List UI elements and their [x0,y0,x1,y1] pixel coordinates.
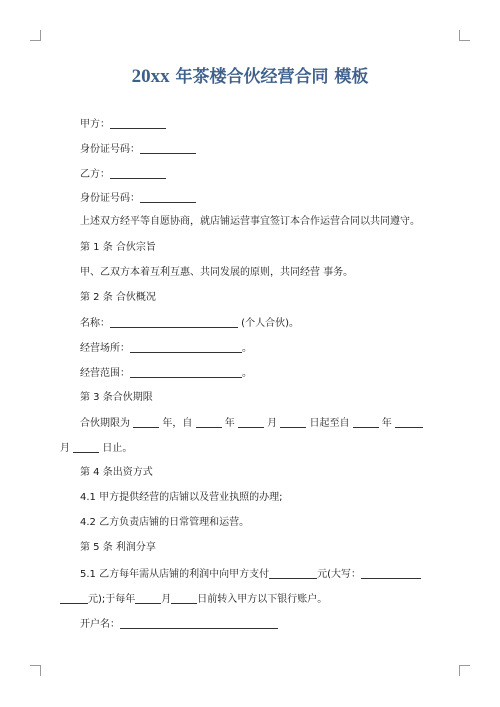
term-text-3: 年 [221,418,238,429]
name-label: 名称： [80,318,110,329]
payment-day-blank[interactable] [171,592,197,604]
document-title [0,62,500,88]
account-name-line [80,617,460,632]
article-3-heading: 第 3 条合伙期限 [80,392,153,403]
crop-mark-bottom-right [459,665,470,676]
venue-line [80,341,460,356]
article-1-text: 甲、乙双方本着互利互惠、共同发展的原则，共同经营 事务。 [80,267,354,278]
profit-amount-words-blank[interactable] [361,567,421,579]
end-day-blank[interactable] [73,441,99,453]
profit-line [80,567,460,582]
id-a-blank[interactable] [140,142,196,154]
end-year-blank[interactable] [353,416,379,428]
profit-text-5: 日前转入甲方以下银行账户。 [197,594,328,605]
party-a-blank[interactable] [110,117,166,129]
id-a-line [80,142,460,157]
party-b-label: 乙方： [80,169,110,180]
term-years-blank[interactable] [133,416,159,428]
title-year: 20xx [131,66,170,87]
profit-line-continued [60,592,460,607]
id-b-line [80,191,460,206]
term-text-6: 年 [378,418,395,429]
name-line [80,316,460,331]
account-name-blank[interactable] [120,617,278,629]
start-year-blank[interactable] [196,416,222,428]
party-b-line [80,167,460,182]
intro-paragraph: 上述双方经平等自愿协商，就店铺运营事宜签订本合作运营合同以共同遵守。 [80,216,420,227]
profit-text-3: 元);于每年 [88,594,136,605]
id-a-label: 身份证号码： [80,144,140,155]
scope-line [80,366,460,381]
venue-label: 经营场所： [80,343,130,354]
article-4-1: 4.1 甲方提供经营的店铺以及营业执照的办理; [80,492,283,503]
party-b-blank[interactable] [110,167,166,179]
term-text-7: 月 [60,443,74,454]
article-2-heading: 第 2 条 合伙概况 [80,292,156,303]
scope-suffix: 。 [242,368,252,379]
crop-mark-bottom-left [30,665,41,676]
term-text-4: 月 [263,418,281,429]
venue-suffix: 。 [242,343,252,354]
crop-mark-top-right [459,30,470,41]
profit-amount-words-blank-part[interactable] [60,592,88,604]
article-5-heading: 第 5 条 利润分享 [80,542,156,553]
term-line-continued [60,441,460,456]
party-a-label: 甲方： [80,119,110,130]
name-blank[interactable] [110,316,238,328]
title-text: 年茶楼合伙经营合同 模板 [169,67,369,87]
end-month-blank-part[interactable] [395,416,423,428]
profit-amount-blank[interactable] [269,567,317,579]
article-4-heading: 第 4 条出资方式 [80,467,153,478]
profit-text-2: 元(大写： [317,569,361,580]
scope-blank[interactable] [130,366,242,378]
start-day-blank[interactable] [280,416,306,428]
term-text-5: 日起至自 [306,418,353,429]
term-text-1: 合伙期限为 [80,418,134,429]
profit-text-4: 月 [161,594,172,605]
article-1-heading: 第 1 条 合伙宗旨 [80,242,156,253]
name-suffix: (个人合伙)。 [238,318,299,329]
article-4-2: 4.2 乙方负责店铺的日常管理和运营。 [80,517,250,528]
payment-month-blank[interactable] [135,592,161,604]
start-month-blank[interactable] [238,416,264,428]
account-name-label: 开户名： [80,619,120,630]
term-text-8: 日止。 [99,443,133,454]
term-text-2: 年，自 [159,418,196,429]
term-line [80,416,460,431]
id-b-label: 身份证号码： [80,193,140,204]
profit-text-1: 5.1 乙方每年需从店铺的利润中向甲方支付 [80,569,270,580]
scope-label: 经营范围： [80,368,130,379]
id-b-blank[interactable] [140,191,196,203]
crop-mark-top-left [30,30,41,41]
party-a-line [80,117,460,132]
venue-blank[interactable] [130,341,242,353]
